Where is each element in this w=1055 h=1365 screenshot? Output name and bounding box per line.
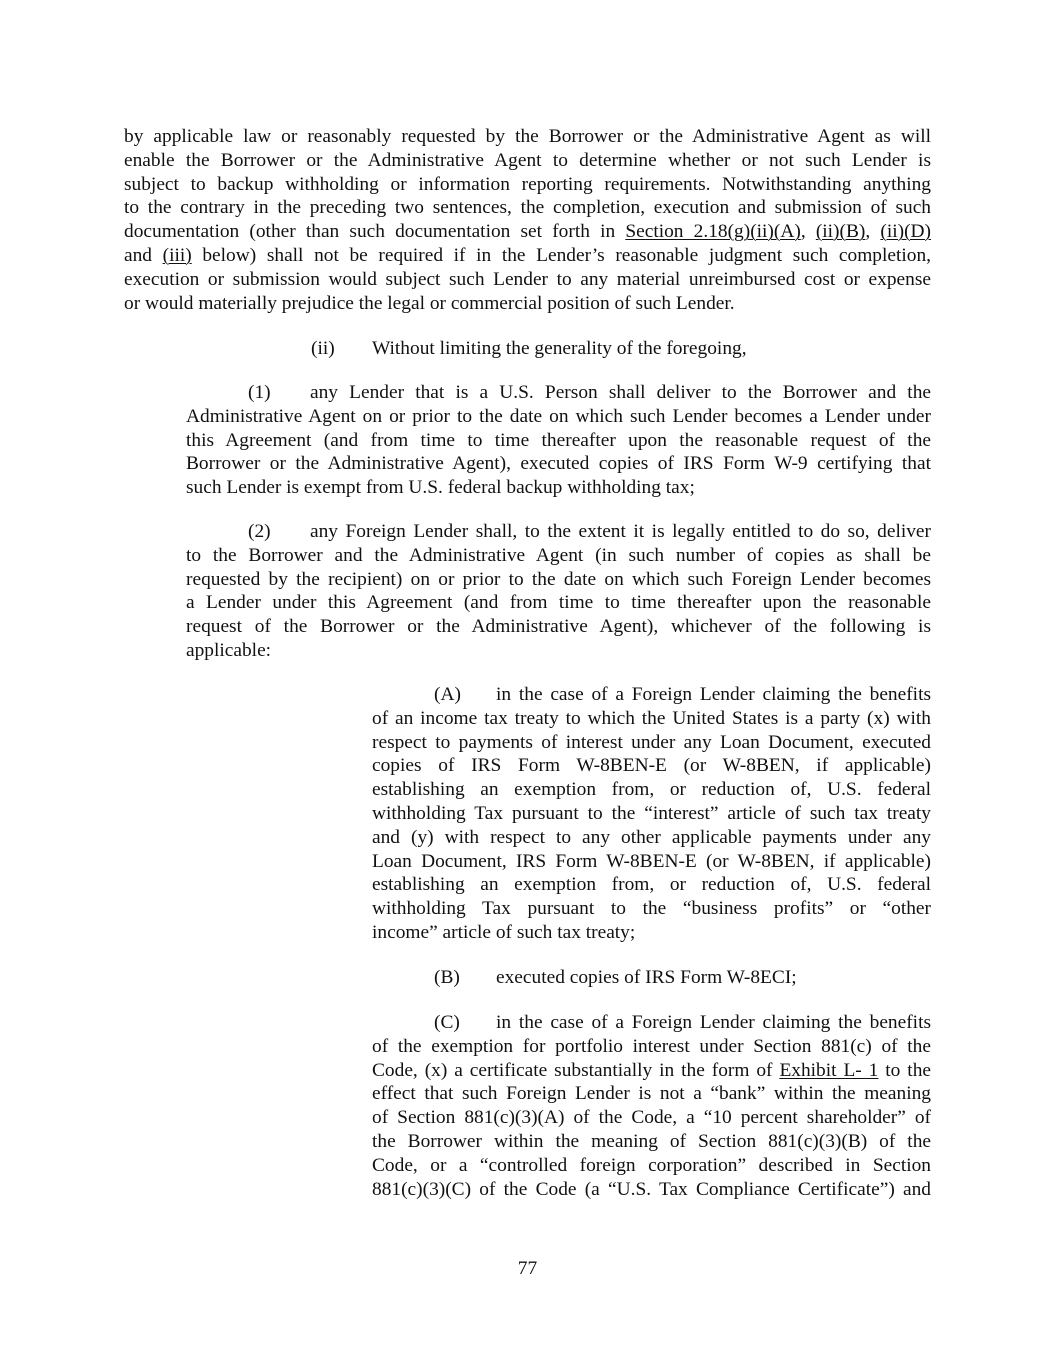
text-line	[124, 244, 931, 268]
paragraph-A	[372, 683, 931, 945]
text-line: withholding Tax pursuant to the “interest” article of such tax treaty	[372, 802, 931, 824]
text-line: effect that such Foreign Lender is not a “bank” within the meaning	[372, 1083, 931, 1105]
text-line: by applicable law or reasonably requested by the Borrower or the Administrative Agent as will	[124, 126, 931, 147]
text-line: the Borrower within the meaning of Section 881(c)(3)(B) of the	[372, 1130, 931, 1152]
text-line: of an income tax treaty to which the United States is a party (x) with	[372, 707, 931, 729]
text-line: copies of IRS Form W-8BEN-E (or W-8BEN, if applicable)	[372, 755, 931, 777]
paragraph-C	[372, 1011, 931, 1201]
paragraph-label: (B)	[434, 967, 460, 988]
paragraph-label: (2)	[248, 521, 271, 542]
text-line	[372, 1059, 931, 1083]
text-line	[186, 381, 931, 405]
text-line: establishing an exemption from, or reduction of, U.S. federal	[372, 874, 931, 896]
subsection-reference-link[interactable]: (ii)(B)	[815, 221, 866, 243]
text-line: withholding Tax pursuant to the “business profits” or “other	[372, 898, 931, 920]
text-line: to the contrary in the preceding two sentences, the completion, execution and submission of such	[124, 197, 931, 219]
text-run: below) shall not be required if in the Lender’s reasonable judgment such completion,	[191, 244, 931, 266]
paragraph-label: (A)	[434, 684, 461, 705]
text-line: to the Borrower and the Administrative Agent (in such number of copies as shall be	[186, 544, 931, 566]
text-line: this Agreement (and from time to time thereafter upon the reasonable request of the	[186, 429, 931, 451]
exhibit-reference-link[interactable]: Exhibit L- 1	[779, 1059, 879, 1081]
text-line: and (y) with respect to any other applicable payments under any	[372, 826, 931, 848]
text-line: Administrative Agent on or prior to the date on which such Lender becomes a Lender under	[186, 405, 931, 427]
text-line: of the exemption for portfolio interest under Section 881(c) of the	[372, 1035, 931, 1057]
text-line: applicable:	[186, 639, 272, 661]
paragraph-label: (ii)	[311, 338, 335, 359]
paragraph-B	[434, 966, 931, 990]
page-number: 77	[517, 1258, 538, 1279]
text-run: to the	[878, 1059, 931, 1081]
paragraph-intro	[124, 125, 931, 315]
paragraph-text: executed copies of IRS Form W-8ECI;	[496, 967, 797, 988]
text-run: Code, (x) a certificate substantially in the form of	[372, 1059, 780, 1081]
text-line: such Lender is exempt from U.S. federal backup withholding tax;	[186, 477, 695, 499]
paragraph-2	[186, 520, 931, 663]
paragraph-label: (1)	[248, 382, 271, 403]
text-line: enable the Borrower or the Administrative Agent to determine whether or not such Lender is	[124, 149, 931, 171]
text-line: income” article of such tax treaty;	[372, 921, 636, 943]
text-line: a Lender under this Agreement (and from time to time thereafter upon the reasonable	[186, 592, 931, 614]
section-reference-link[interactable]: Section 2.18(g)(ii)(A)	[625, 221, 801, 243]
text-line	[372, 683, 931, 707]
text-line	[186, 520, 931, 544]
text-run: any Lender that is a U.S. Person shall deliver to the Borrower and the	[310, 382, 931, 403]
text-line: requested by the recipient) on or prior to the date on which such Foreign Lender becomes	[186, 568, 931, 590]
text-run: in the case of a Foreign Lender claiming the benefits	[496, 1012, 931, 1033]
text-run: any Foreign Lender shall, to the extent it is legally entitled to do so, deliver	[310, 521, 931, 542]
text-line: 881(c)(3)(C) of the Code (a “U.S. Tax Compliance Certificate”) and	[372, 1178, 931, 1200]
text-line: Code, or a “controlled foreign corporation” described in Section	[372, 1154, 931, 1176]
text-run: ,	[865, 221, 881, 243]
text-line: establishing an exemption from, or reduction of, U.S. federal	[372, 779, 931, 801]
text-line: Loan Document, IRS Form W-8BEN-E (or W-8BEN, if applicable)	[372, 850, 931, 872]
subsection-reference-link[interactable]: (ii)(D)	[880, 221, 931, 243]
text-line: or would materially prejudice the legal or commercial position of such Lender.	[124, 292, 735, 314]
paragraph-text: Without limiting the generality of the foregoing,	[372, 338, 747, 359]
text-line: respect to payments of interest under any Loan Document, executed	[372, 731, 931, 753]
subsection-reference-link[interactable]: (iii)	[162, 244, 192, 266]
text-line: subject to backup withholding or information reporting requirements. Notwithstanding anything	[124, 173, 931, 195]
paragraph-ii	[311, 337, 931, 361]
text-line: of Section 881(c)(3)(A) of the Code, a “10 percent shareholder” of	[372, 1107, 931, 1129]
text-run: in the case of a Foreign Lender claiming the benefits	[496, 684, 931, 705]
text-line	[124, 220, 931, 244]
text-run: and	[124, 244, 163, 266]
text-line: execution or submission would subject such Lender to any material unreimbursed cost or expense	[124, 268, 931, 290]
text-run: ,	[800, 221, 816, 243]
paragraph-label: (C)	[434, 1012, 460, 1033]
text-line	[372, 1011, 931, 1035]
text-line: Borrower or the Administrative Agent), executed copies of IRS Form W-9 certifying that	[186, 453, 931, 475]
text-line: request of the Borrower or the Administrative Agent), whichever of the following is	[186, 616, 931, 638]
paragraph-1	[186, 381, 931, 500]
text-run: documentation (other than such documentation set forth in	[124, 221, 626, 243]
